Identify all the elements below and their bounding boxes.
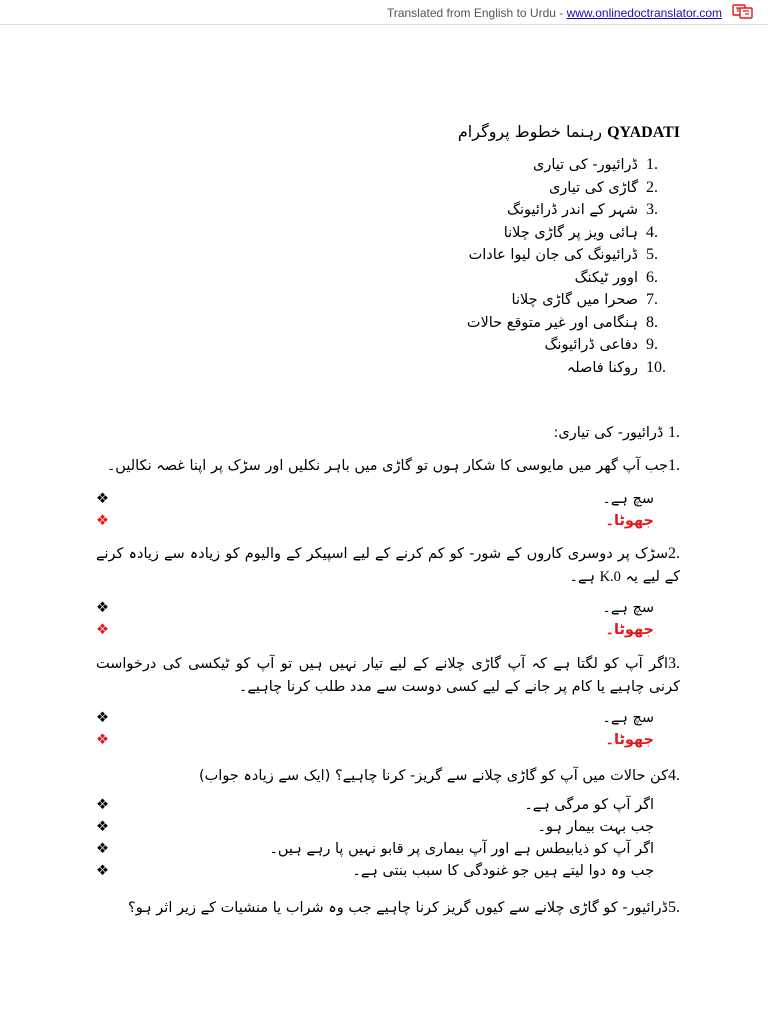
answer-option-false[interactable] bbox=[96, 619, 680, 641]
credit-prefix: Translated from English to Urdu - bbox=[386, 6, 567, 20]
answer-option[interactable] bbox=[96, 838, 680, 860]
translator-bar bbox=[0, 0, 768, 25]
toc-item-text: گاڑی کی تیاری bbox=[548, 179, 638, 196]
toc-item-text: صحرا میں گاڑی چلانا bbox=[511, 292, 638, 308]
section-number: 1. bbox=[668, 424, 680, 441]
toc-item bbox=[467, 244, 680, 267]
option-label: جھوٹا۔ bbox=[605, 513, 654, 529]
toc-item-number: 6. bbox=[646, 268, 658, 286]
toc-item-text: ڈرائیونگ کی جان لیوا عادات bbox=[468, 247, 638, 263]
question-text bbox=[96, 896, 680, 920]
question-1 bbox=[96, 454, 680, 532]
bullet-icon: ❖ bbox=[96, 710, 109, 726]
answer-options bbox=[96, 597, 680, 641]
toc-item-text: روکنا فاصلہ bbox=[566, 359, 638, 376]
question-4 bbox=[96, 764, 680, 882]
program-title-urdu: رہنما خطوط پروگرام bbox=[457, 122, 608, 141]
answer-option-true[interactable] bbox=[96, 597, 680, 619]
option-label: جھوٹا۔ bbox=[605, 732, 654, 748]
answer-option[interactable] bbox=[96, 816, 680, 838]
option-label: جب بہت بیمار ہو۔ bbox=[537, 819, 654, 835]
translator-credit bbox=[387, 6, 722, 20]
question-body: جب آپ گھر میں مایوسی کا شکار ہوں تو گاڑی میں باہر نکلیں اور سڑک پر اپنا غصہ نکالیں۔ bbox=[106, 458, 668, 474]
toc-item-number: 1. bbox=[646, 156, 658, 173]
question-text bbox=[96, 652, 680, 699]
answer-options bbox=[96, 488, 680, 532]
toc-item-number: 4. bbox=[646, 223, 658, 241]
question-3 bbox=[96, 652, 680, 751]
section-heading bbox=[96, 422, 680, 444]
option-label: اگر آپ کو ذیابیطس ہے اور آپ بیماری پر قابو نہیں پا رہے ہیں۔ bbox=[269, 841, 654, 857]
option-label: سچ ہے۔ bbox=[602, 710, 654, 726]
translate-icon[interactable] bbox=[732, 2, 754, 20]
toc-item-number: 3. bbox=[646, 201, 658, 218]
answer-options bbox=[96, 707, 680, 751]
bullet-icon: ❖ bbox=[96, 841, 109, 857]
toc-item-text: ہائی ویز پر گاڑی چلانا bbox=[503, 224, 638, 241]
toc-item-text: شہر کے اندر ڈرائیونگ bbox=[507, 202, 638, 218]
toc-item bbox=[467, 267, 680, 290]
question-body: اگر آپ کو لگتا ہے کہ آپ گاڑی چلانے کے لیے تیار نہیں ہیں تو آپ کو ٹیکسی کی درخواست کرنی چاہیے یا کام پر جانے کے لیے کسی دوست سے مدد طلب کرنا چاہیے۔ bbox=[96, 656, 680, 695]
option-label: سچ ہے۔ bbox=[602, 600, 654, 616]
question-text bbox=[96, 454, 680, 478]
answer-options bbox=[96, 794, 680, 882]
question-5 bbox=[96, 896, 680, 920]
bullet-icon: ❖ bbox=[96, 491, 109, 507]
translator-link[interactable]: www.onlinedoctranslator.com bbox=[566, 6, 722, 20]
option-label: جب وہ دوا لیتے ہیں جو غنودگی کا سبب بنتی ہے۔ bbox=[352, 863, 654, 879]
question-number: 4. bbox=[668, 767, 680, 784]
section-title: ڈرائیور- کی تیاری: bbox=[553, 425, 664, 441]
question-text bbox=[96, 764, 680, 788]
toc-item bbox=[467, 334, 680, 357]
answer-option-false[interactable] bbox=[96, 729, 680, 751]
question-number: 3. bbox=[668, 655, 680, 672]
bullet-icon: ❖ bbox=[96, 863, 109, 879]
answer-option[interactable] bbox=[96, 860, 680, 882]
toc-item bbox=[467, 222, 680, 245]
question-text bbox=[96, 542, 680, 589]
toc-item-number: 5. bbox=[646, 246, 658, 263]
program-title-latin: QYADATI bbox=[607, 124, 680, 141]
question-body-latin: K.0 bbox=[599, 569, 621, 585]
question-body: سڑک پر دوسری کاروں کے شور- کو کم کرنے کے لیے اسپیکر کے والیوم کو زیادہ سے زیادہ کرنے کے لیے یہ bbox=[96, 546, 680, 585]
bullet-icon: ❖ bbox=[96, 732, 109, 748]
answer-option-true[interactable] bbox=[96, 488, 680, 510]
question-body: کن حالات میں آپ کو گاڑی چلانے سے گریز- کرنا چاہیے؟ (ایک سے زیادہ جواب) bbox=[198, 768, 668, 784]
toc-item bbox=[467, 312, 680, 335]
toc-item-number: 8. bbox=[646, 313, 658, 331]
bullet-icon: ❖ bbox=[96, 513, 109, 529]
toc-item-number: 2. bbox=[646, 178, 658, 196]
toc-item-text: اوور ٹیکنگ bbox=[574, 269, 638, 286]
bullet-icon: ❖ bbox=[96, 819, 109, 835]
question-body: ڈرائیور- کو گاڑی چلانے سے کیوں گریز کرنا چاہیے جب وہ شراب یا منشیات کے زیر اثر ہو؟ bbox=[128, 900, 668, 916]
toc-item-text: دفاعی ڈرائیونگ bbox=[544, 337, 638, 353]
option-label: سچ ہے۔ bbox=[602, 491, 654, 507]
toc-item-text: ہنگامی اور غیر متوقع حالات bbox=[466, 314, 638, 331]
question-2 bbox=[96, 542, 680, 641]
bullet-icon: ❖ bbox=[96, 600, 109, 616]
answer-option-false[interactable] bbox=[96, 510, 680, 532]
answer-option[interactable] bbox=[96, 794, 680, 816]
toc-item bbox=[467, 357, 680, 380]
question-number: 1. bbox=[668, 457, 680, 474]
program-title bbox=[458, 122, 680, 143]
toc-item bbox=[467, 177, 680, 200]
question-number: 2. bbox=[668, 545, 680, 562]
toc-item-number: 7. bbox=[646, 291, 658, 308]
toc-item-number: 10. bbox=[646, 358, 666, 376]
bullet-icon: ❖ bbox=[96, 797, 109, 813]
toc-item-text: ڈرائیور- کی تیاری bbox=[532, 157, 638, 173]
option-label: جھوٹا۔ bbox=[605, 622, 654, 638]
toc-item-number: 9. bbox=[646, 336, 658, 353]
toc-item bbox=[467, 154, 680, 177]
document-page bbox=[0, 24, 768, 1024]
question-number: 5. bbox=[668, 899, 680, 916]
question-body-end: ہے۔ bbox=[569, 569, 600, 585]
toc-item bbox=[467, 289, 680, 312]
table-of-contents bbox=[467, 154, 680, 379]
toc-item bbox=[467, 199, 680, 222]
answer-option-true[interactable] bbox=[96, 707, 680, 729]
bullet-icon: ❖ bbox=[96, 622, 109, 638]
option-label: اگر آپ کو مرگی ہے۔ bbox=[524, 797, 654, 813]
